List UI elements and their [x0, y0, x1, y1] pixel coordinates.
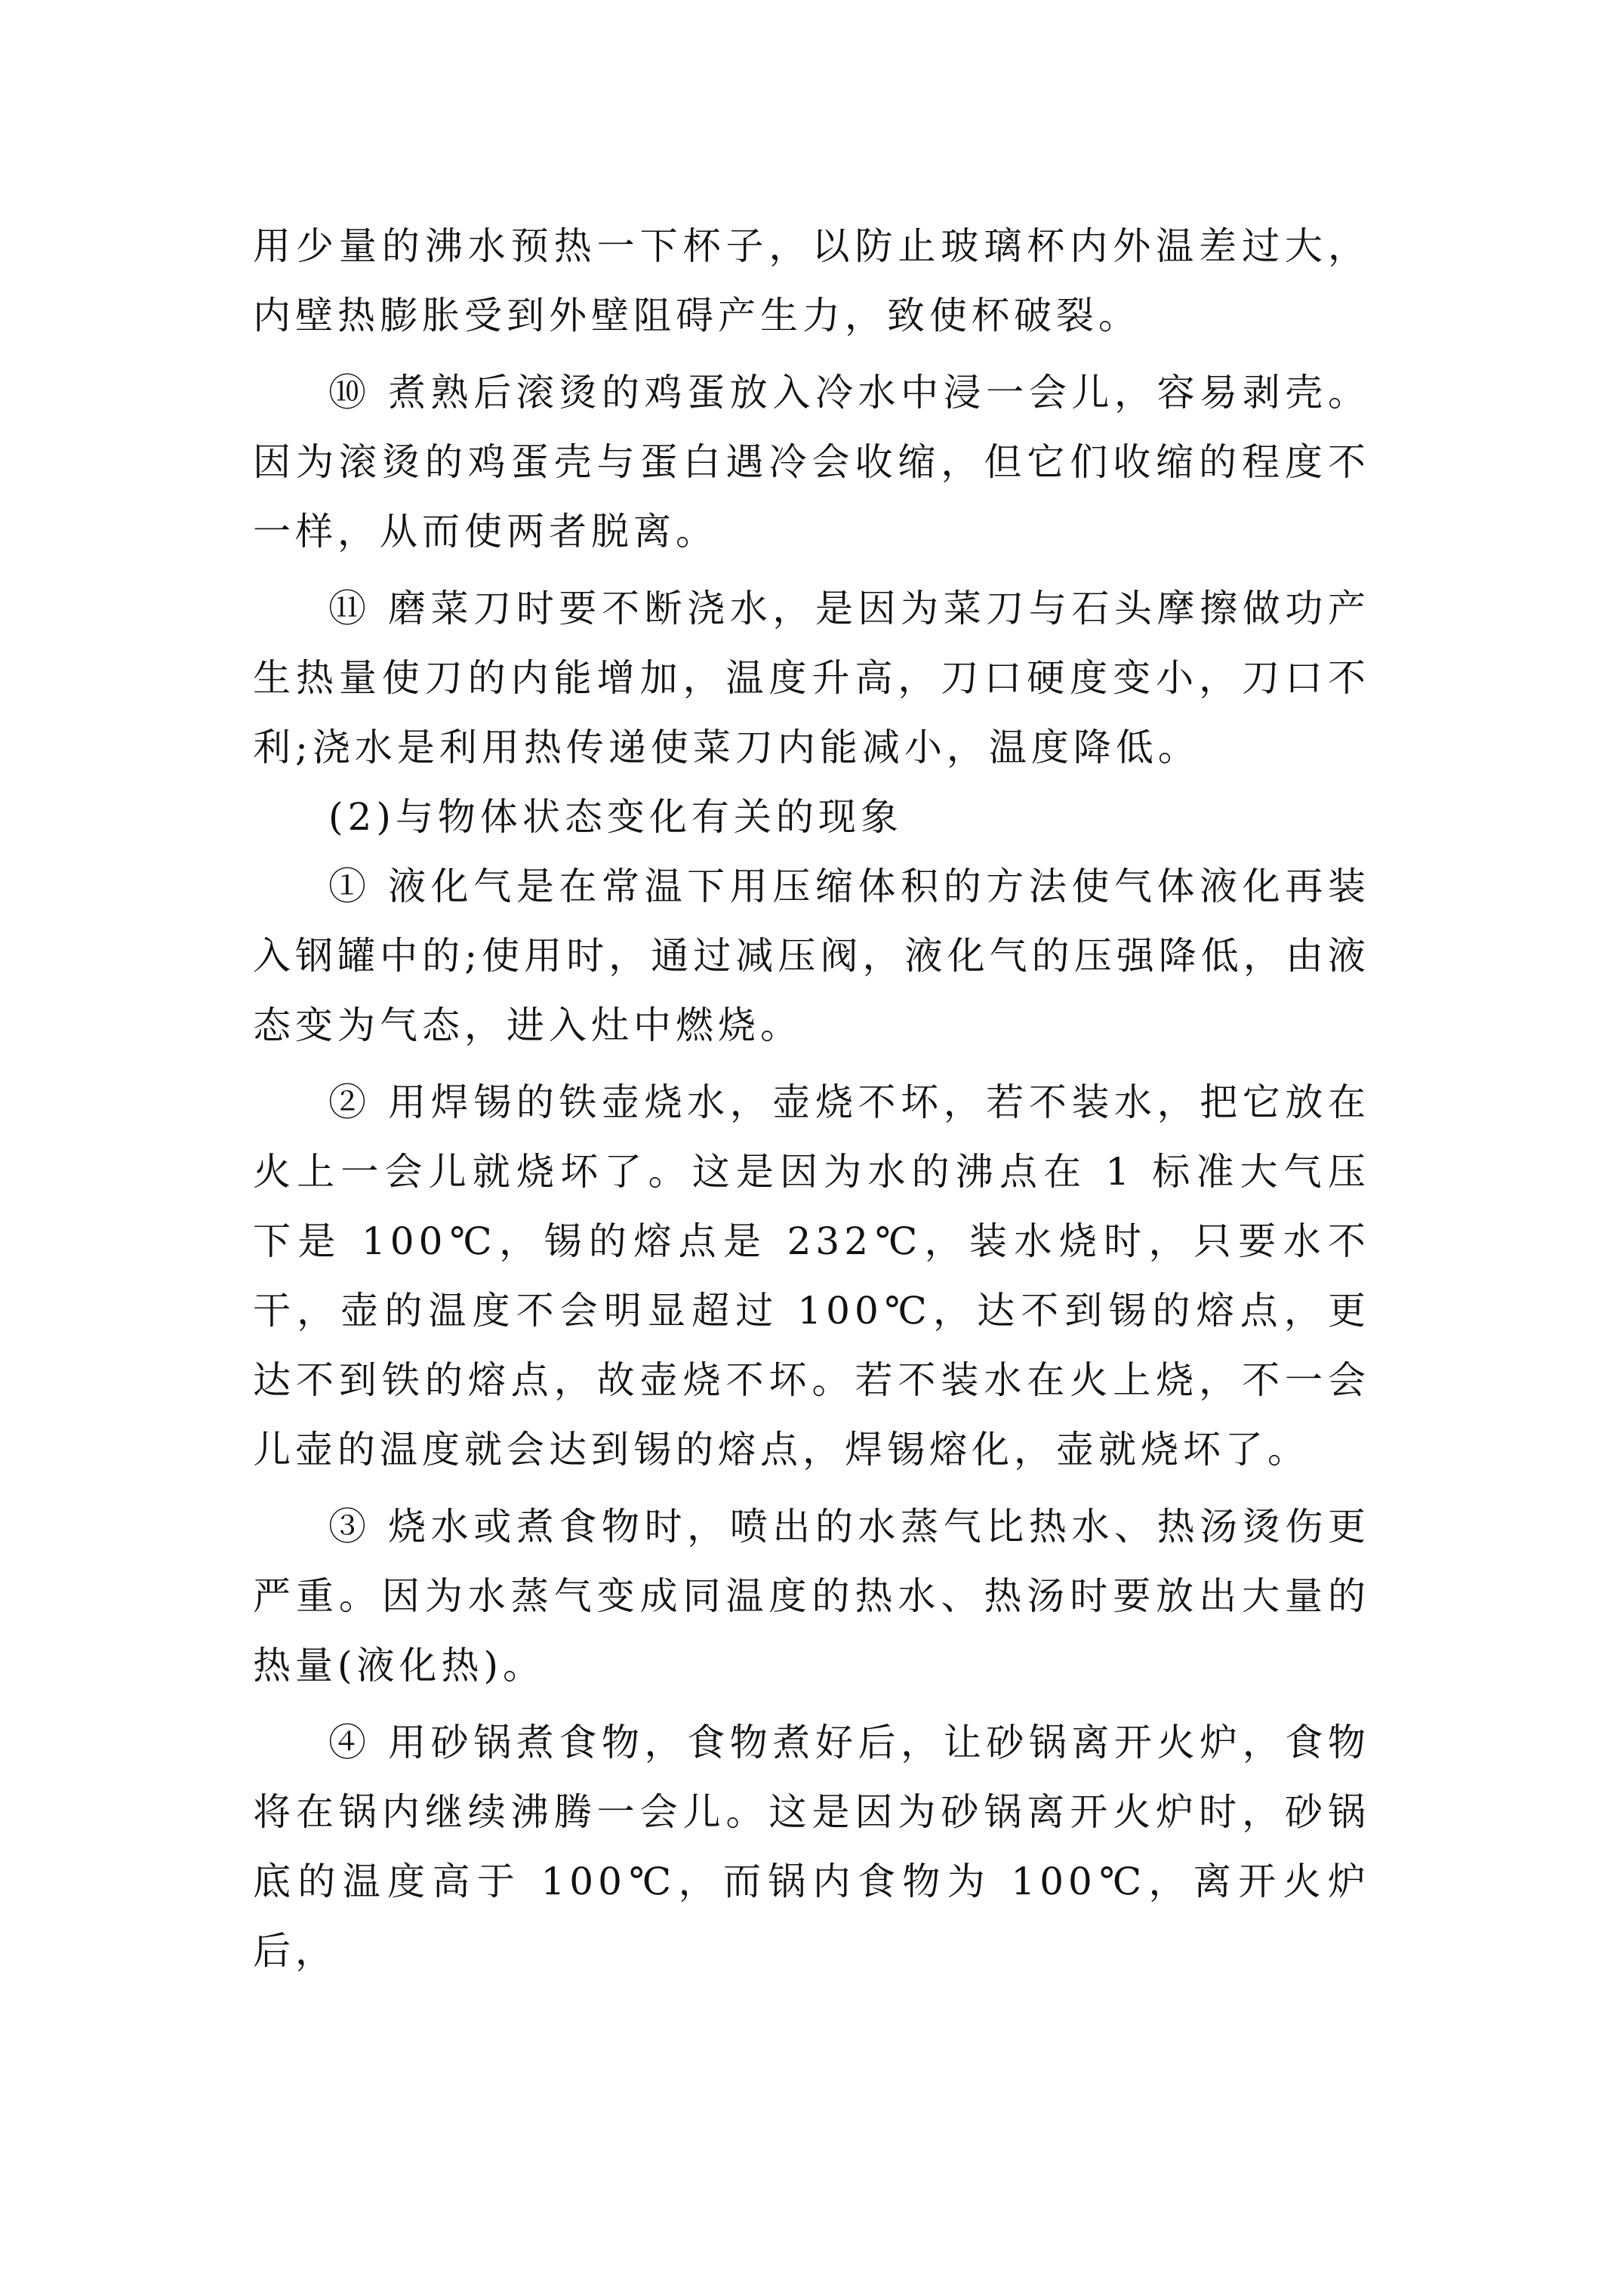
paragraph-item-11: ⑪ 磨菜刀时要不断浇水，是因为菜刀与石头摩擦做功产生热量使刀的内能增加，温度升高，刀口硬度变小，刀口不利;浇水是利用热传递使菜刀内能减小，温度降低。 [253, 587, 1370, 769]
paragraph-item-3: ③ 烧水或煮食物时，喷出的水蒸气比热水、热汤烫伤更严重。因为水蒸气变成同温度的热水、热汤时要放出大量的热量(液化热)。 [253, 1505, 1370, 1687]
paragraph-item-2: ② 用焊锡的铁壶烧水，壶烧不坏，若不装水，把它放在火上一会儿就烧坏了。这是因为水的沸点在 1 标准大气压下是 100℃，锡的熔点是 232℃，装水烧时，只要水不干，壶的温度不会明显超过 100℃，达不到锡的熔点，更达不到铁的熔点，故壶烧不坏。若不装水在火上烧，不一会儿壶的温度就会达到锡的熔点，焊锡熔化，壶就烧坏了。 [253, 1080, 1370, 1472]
paragraph-item-10: ⑩ 煮熟后滚烫的鸡蛋放入冷水中浸一会儿，容易剥壳。因为滚烫的鸡蛋壳与蛋白遇冷会收缩，但它们收缩的程度不一样，从而使两者脱离。 [253, 371, 1370, 553]
paragraph-item-4: ④ 用砂锅煮食物，食物煮好后，让砂锅离开火炉，食物将在锅内继续沸腾一会儿。这是因为砂锅离开火炉时，砂锅底的温度高于 100℃，而锅内食物为 100℃，离开火炉后， [253, 1721, 1370, 1973]
section-heading: (2)与物体状态变化有关的现象 [328, 795, 903, 839]
body-text [253, 211, 1370, 1986]
paragraph-continuation: 用少量的沸水预热一下杯子，以防止玻璃杯内外温差过大，内壁热膨胀受到外壁阻碍产生力，致使杯破裂。 [253, 224, 1370, 337]
paragraph-item-1: ① 液化气是在常温下用压缩体积的方法使气体液化再装入钢罐中的;使用时，通过减压阀，液化气的压强降低，由液态变为气态，进入灶中燃烧。 [253, 864, 1370, 1047]
